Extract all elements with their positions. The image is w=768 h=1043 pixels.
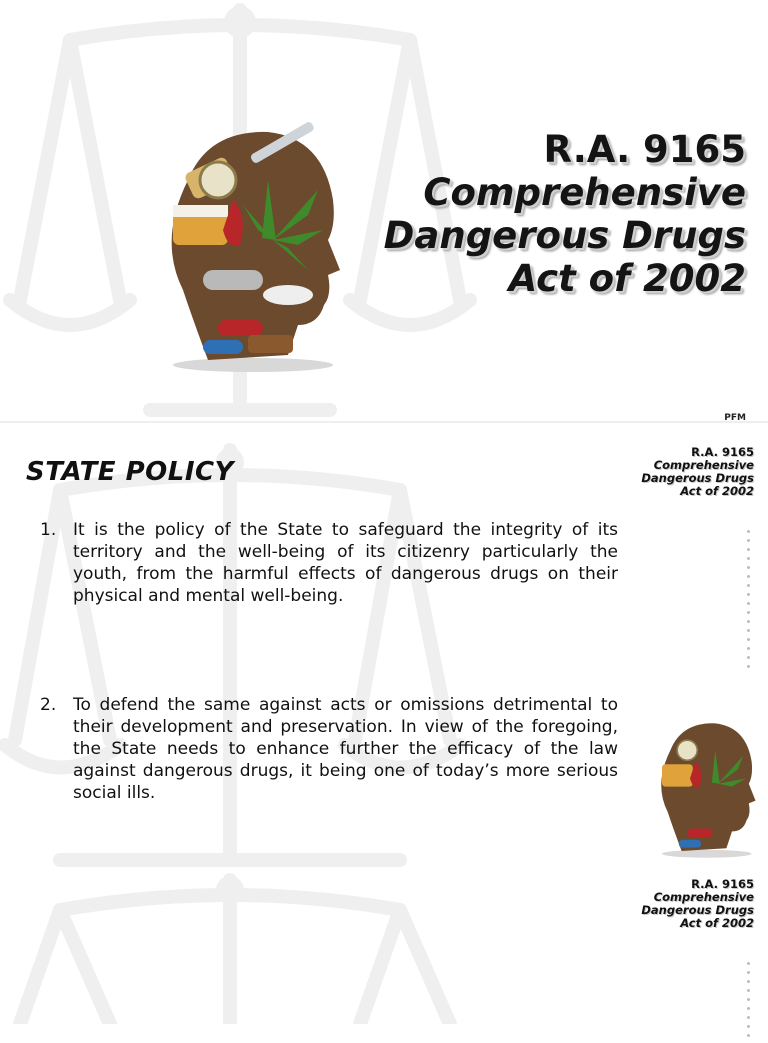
policy-text: To defend the same against acts or omissions detrimental to their development and preservation. In view of the foregoing, the State needs to enhance further the efficacy of the law against dangerous drugs, it being one of today’s more serious social ills. — [73, 695, 618, 803]
sidebar-title-line-4: Act of 2002 — [680, 916, 754, 930]
policy-item-1 — [40, 519, 618, 607]
drugs-head-thumbnail — [648, 712, 760, 864]
title-line-act-number: R.A. 9165 — [543, 128, 746, 171]
policy-text: It is the policy of the State to safeguard the integrity of its territory and the well-being of its citizenry particularly the youth, from the harmful effects of dangerous drugs on their physical and mental well-being. — [73, 520, 618, 606]
sidebar-title-line-1: R.A. 9165 — [691, 877, 754, 891]
slide-divider — [0, 421, 768, 423]
dotted-scroll-indicator — [747, 530, 751, 674]
sidebar-title-bottom — [594, 878, 754, 930]
policy-list — [40, 519, 618, 607]
sidebar-title-line-2: Comprehensive — [653, 458, 754, 472]
sidebar-title-top — [594, 446, 754, 498]
sidebar-title-line-2: Comprehensive — [653, 890, 754, 904]
sidebar-title-line-4: Act of 2002 — [680, 484, 754, 498]
drugs-head-illustration — [148, 120, 348, 375]
policy-item-2 — [40, 694, 618, 804]
policy-list — [40, 694, 618, 804]
policy-number: 1. — [40, 520, 57, 540]
sidebar-title-line-1: R.A. 9165 — [691, 445, 754, 459]
title-line-2: Comprehensive — [423, 171, 746, 214]
sidebar-title-line-3: Dangerous Drugs — [641, 471, 754, 485]
dotted-scroll-indicator — [747, 962, 751, 1043]
title-line-4: Act of 2002 — [508, 257, 746, 300]
section-heading: STATE POLICY — [26, 457, 234, 487]
author-tag: PFM — [724, 413, 746, 423]
slide-title — [326, 128, 746, 300]
policy-number: 2. — [40, 695, 57, 715]
sidebar-title-line-3: Dangerous Drugs — [641, 903, 754, 917]
title-line-3: Dangerous Drugs — [383, 214, 746, 257]
